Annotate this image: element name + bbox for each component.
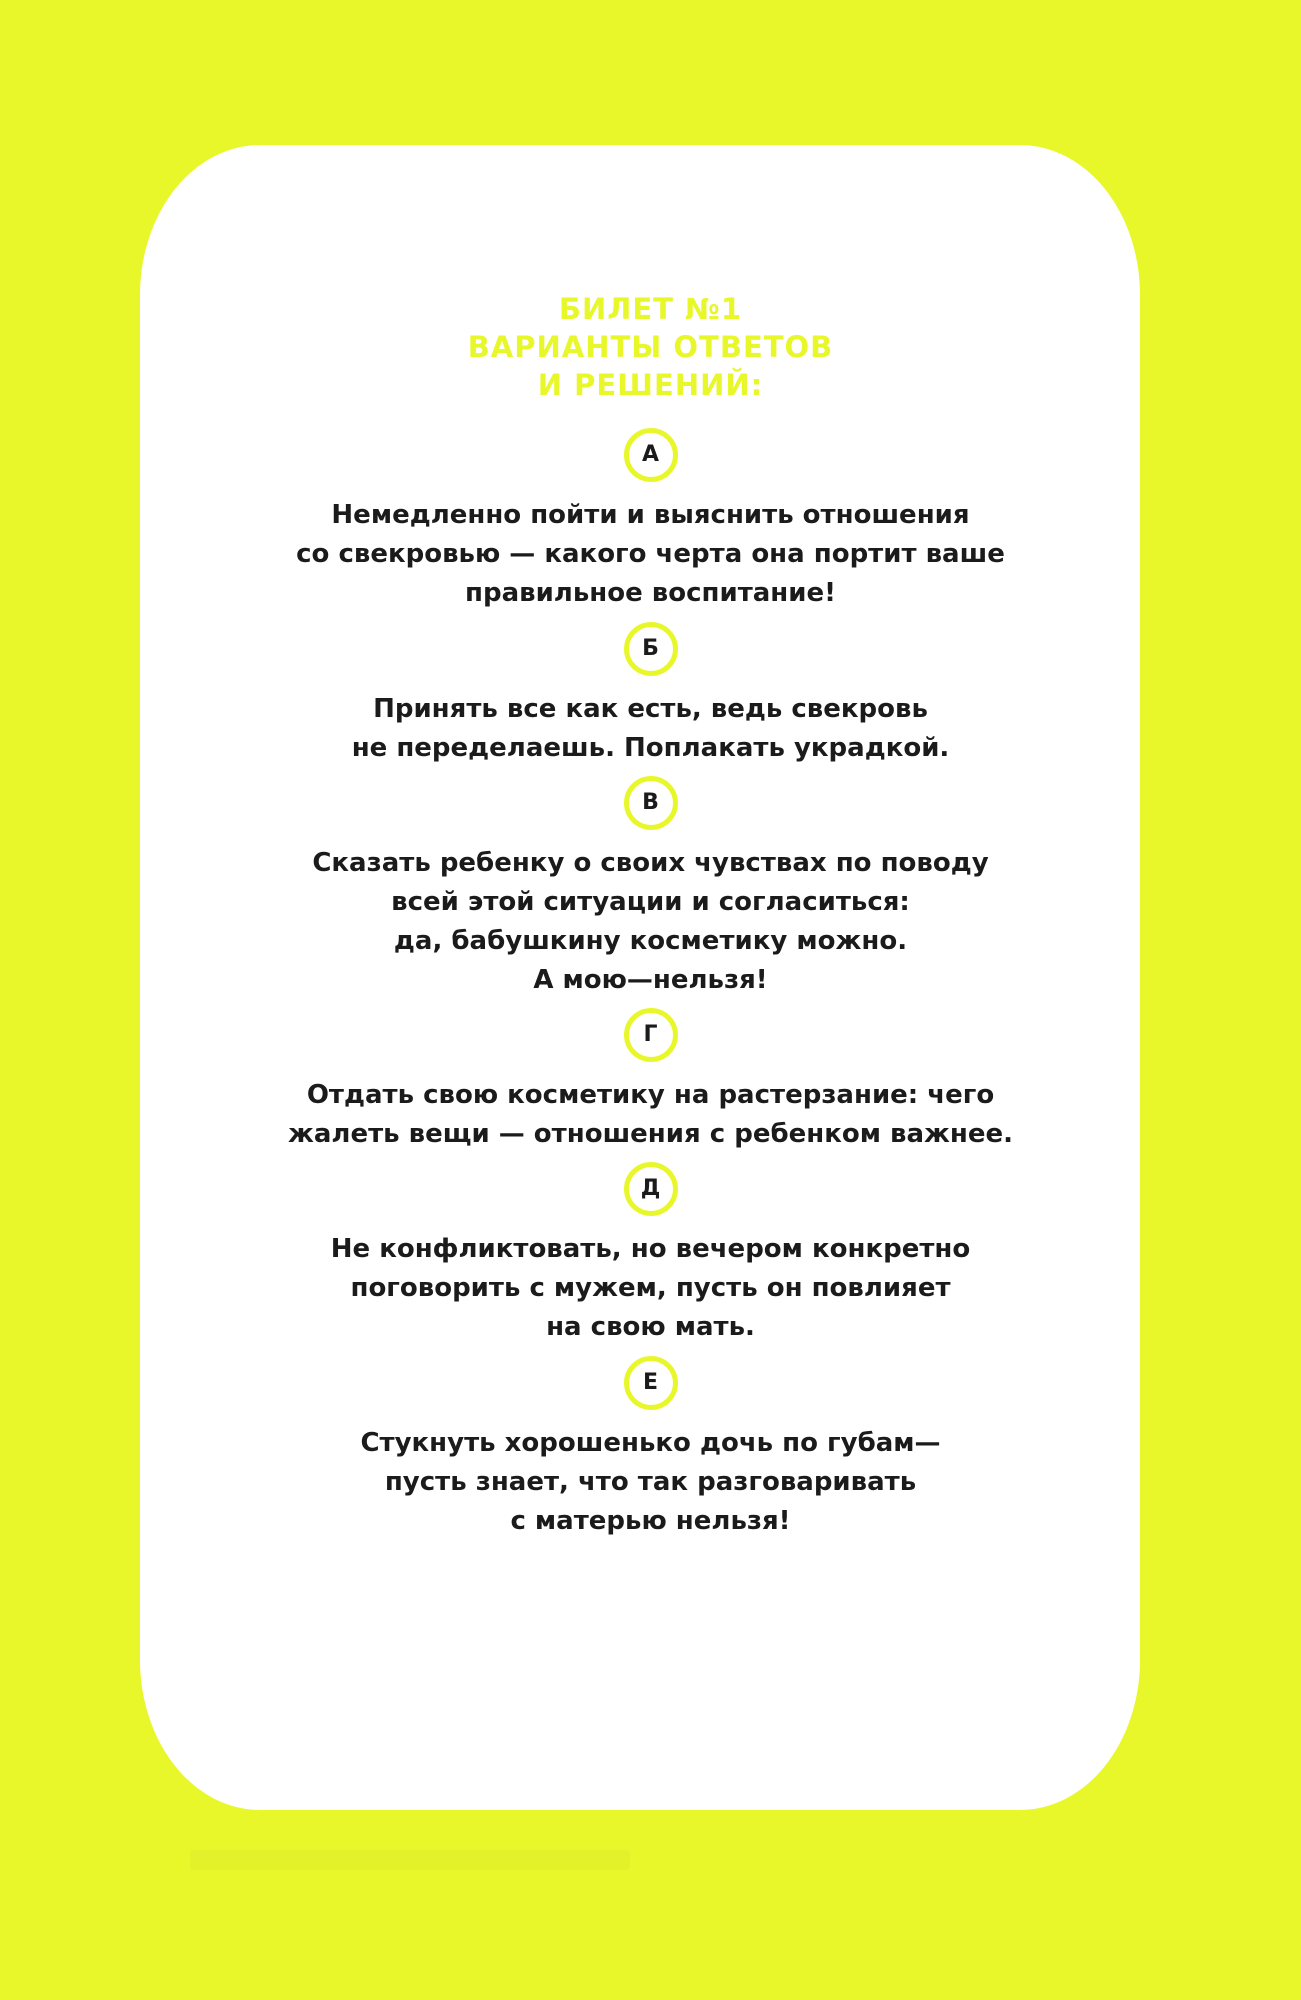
option-d (0, 1162, 1301, 1347)
option-e (0, 1356, 1301, 1541)
page-title (0, 290, 1301, 404)
option-v-line-1: Сказать ребенку о своих чувствах по поводу (312, 848, 989, 878)
option-a-line-2: со свекровью — какого черта она портит ваше (296, 539, 1005, 569)
option-v-line-4: А мою—нельзя! (533, 965, 768, 995)
option-d-line-2: поговорить с мужем, пусть он повлияет (350, 1273, 951, 1303)
option-g-badge: Г (624, 1008, 678, 1062)
option-a (0, 428, 1301, 613)
title-line-3: И РЕШЕНИЙ: (537, 368, 764, 402)
option-b-line-2: не переделаешь. Поплакать украдкой. (351, 733, 950, 763)
option-g-line-2: жалеть вещи — отношения с ребенком важнее. (288, 1119, 1013, 1149)
option-e-text (0, 1424, 1301, 1541)
option-g (0, 1008, 1301, 1154)
option-d-text (0, 1230, 1301, 1347)
option-b-text (0, 690, 1301, 768)
title-line-2: ВАРИАНТЫ ОТВЕТОВ (467, 330, 834, 364)
option-b (0, 622, 1301, 768)
option-v-line-2: всей этой ситуации и согласиться: (391, 887, 910, 917)
option-a-line-1: Немедленно пойти и выяснить отношения (331, 500, 970, 530)
option-b-badge: Б (624, 622, 678, 676)
title-line-1: БИЛЕТ №1 (558, 292, 743, 326)
option-a-text (0, 496, 1301, 613)
option-v-line-3: да, бабушкину косметику можно. (393, 926, 908, 956)
option-d-line-3: на свою мать. (546, 1312, 755, 1342)
option-e-line-3: с матерью нельзя! (510, 1506, 791, 1536)
option-g-line-1: Отдать свою косметику на растерзание: чего (306, 1080, 995, 1110)
option-a-line-3: правильное воспитание! (465, 578, 836, 608)
option-b-line-1: Принять все как есть, ведь свекровь (373, 694, 928, 724)
option-v-badge: В (624, 776, 678, 830)
faint-footer-strip (190, 1850, 630, 1870)
option-e-badge: Е (624, 1356, 678, 1410)
option-v-text (0, 844, 1301, 1000)
option-a-badge: А (624, 428, 678, 482)
option-d-line-1: Не конфликтовать, но вечером конкретно (330, 1234, 971, 1264)
option-g-text (0, 1076, 1301, 1154)
option-e-line-2: пусть знает, что так разговаривать (384, 1467, 917, 1497)
option-v (0, 776, 1301, 1000)
option-d-badge: Д (624, 1162, 678, 1216)
option-e-line-1: Стукнуть хорошенько дочь по губам— (360, 1428, 941, 1458)
